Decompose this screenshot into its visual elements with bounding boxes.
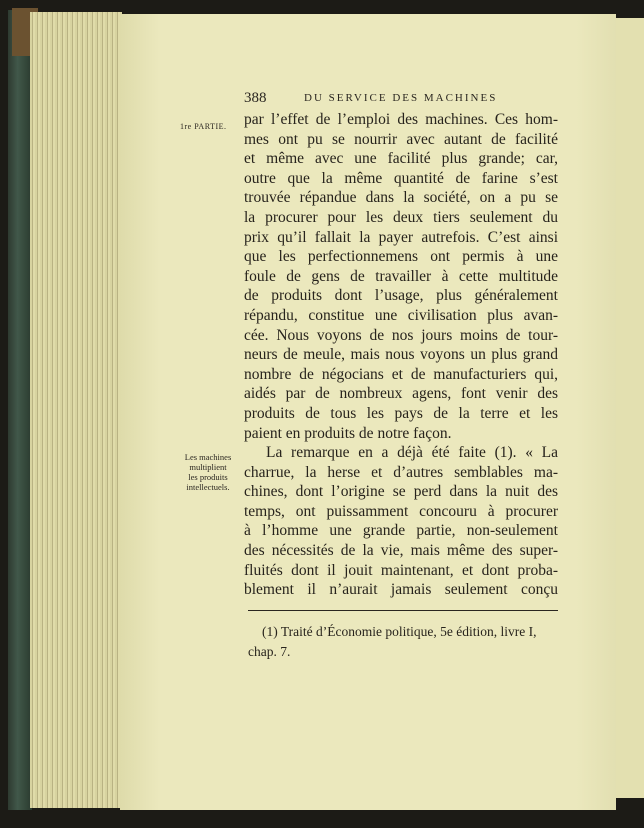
body-text — [244, 110, 558, 600]
text-line: trouvée répandue dans la société, on a pu se — [244, 189, 558, 207]
text-line: blement il n’aurait jamais seulement conçu — [244, 581, 558, 599]
margin-note-side — [176, 452, 240, 492]
text-line: paient en produits de notre façon. — [244, 424, 452, 442]
text-line: foule de gens de travailler à cette multitude — [244, 267, 558, 285]
text-line: charrue, la herse et d’autres semblables ma- — [244, 463, 558, 481]
margin-note-line: Les machines — [184, 452, 232, 462]
text-line: temps, ont puissamment concouru à procurer — [244, 502, 558, 520]
facing-page-edge — [616, 18, 644, 798]
text-line: des nécessités de la vie, mais même des super- — [244, 542, 558, 560]
footnote-line: (1) Traité d’Économie politique, 5e édition, livre I, — [262, 624, 537, 639]
page-number: 388 — [244, 90, 267, 106]
footnote — [248, 622, 560, 662]
text-line: aidés par de nombreux agens, font venir des — [244, 385, 558, 403]
text-line: mes ont pu se nourrir avec autant de facilité — [244, 130, 558, 148]
margin-note-line: les produits — [188, 472, 228, 482]
text-line: fluités dont il jouit maintenant, et dont proba- — [244, 561, 558, 579]
margin-note-line: intellectuels. — [186, 482, 230, 492]
text-line: la procurer pour les deux tiers seulement du — [244, 208, 558, 226]
text-line: nombre de négocians et de manufacturiers qui, — [244, 365, 558, 383]
text-line: chines, dont l’origine se perd dans la nuit des — [244, 483, 558, 501]
text-line: répandu, constitue une civilisation plus avan- — [244, 306, 558, 324]
text-line: cée. Nous voyons de nos jours moins de tour- — [244, 326, 558, 344]
book-spine-binding — [8, 10, 32, 810]
text-line: de produits dont l’usage, plus généralement — [244, 287, 558, 305]
text-line: que les perfectionnemens ont permis à une — [244, 248, 558, 266]
text-line: produits de tous les pays de la terre et les — [244, 404, 558, 422]
margin-note-part: 1re PARTIE. — [180, 122, 227, 131]
footnote-line: chap. 7. — [248, 644, 291, 659]
running-title: DU SERVICE DES MACHINES — [304, 92, 498, 104]
text-line: neurs de meule, mais nous voyons un plus grand — [244, 346, 558, 364]
text-line: à l’homme une grande partie, non-seulement — [244, 522, 558, 540]
text-line: La remarque en a déjà été faite (1). « La — [266, 444, 558, 462]
text-line: outre que la même quantité de farine s’est — [244, 169, 558, 187]
text-line: par l’effet de l’emploi des machines. Ces hom- — [244, 111, 558, 128]
margin-note-line: multiplient — [189, 462, 227, 472]
text-line: et même avec une facilité plus grande; car, — [244, 150, 558, 168]
text-line: prix qu’il fallait la payer autrefois. C’est ainsi — [244, 228, 558, 246]
page-block-edges — [30, 12, 122, 808]
footnote-rule — [248, 610, 558, 611]
